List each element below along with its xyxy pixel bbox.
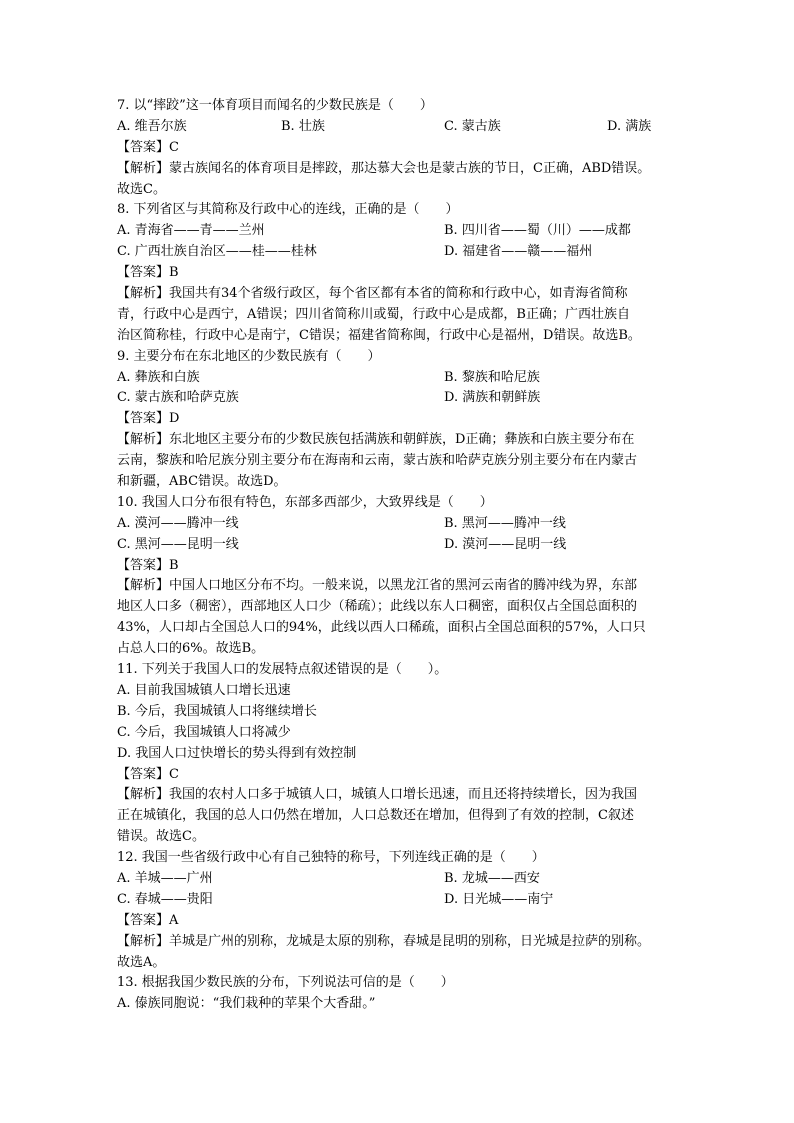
- answer: 【答案】A: [117, 912, 179, 928]
- analysis-line: 占总人口的6%。故选B。: [117, 641, 265, 657]
- analysis-line: 【解析】中国人口地区分布不均。一般来说，以黑龙江省的黑河云南省的腾冲线为界，东部: [117, 578, 638, 594]
- question-9: [117, 347, 683, 493]
- analysis-line: 【解析】羊城是广州的别称，龙城是太原的别称，春城是昆明的别称，日光城是拉萨的别称。: [117, 933, 651, 949]
- option-c: C. 春城——贵阳: [117, 891, 213, 907]
- options-row: [117, 117, 683, 138]
- option-c: C. 蒙古族: [444, 118, 501, 134]
- analysis-line: 正在城镇化，我国的总人口仍然在增加，人口总数还在增加，但得到了有效的控制，C叙述: [117, 808, 634, 824]
- option-b: B. 壮族: [281, 118, 325, 134]
- analysis-line: 43%，人口却占全国总人口的94%，此线以西人口稀疏，面积占全国总面积的57%，人口只: [117, 620, 646, 636]
- question-7: [117, 96, 683, 200]
- option-c: C. 今后，我国城镇人口将减少: [117, 724, 291, 740]
- options-row: [117, 388, 683, 409]
- analysis-line: 地区人口多（稠密），西部地区人口少（稀疏）；此线以东人口稠密，面积仅占全国总面积的: [117, 599, 638, 615]
- answer: 【答案】B: [117, 265, 179, 281]
- question-stem: 13. 根据我国少数民族的分布，下列说法可信的是（ ）: [117, 975, 454, 991]
- analysis-line: 【解析】蒙古族闻名的体育项目是摔跤，那达慕大会也是蒙古族的节日，C正确，ABD错误。: [117, 160, 651, 176]
- answer: 【答案】B: [117, 557, 179, 573]
- options-row: [117, 890, 683, 911]
- question-list: [117, 96, 683, 1015]
- analysis-line: 治区简称桂，行政中心是南宁，C错误；福建省简称闽，行政中心是福州，D错误。故选B。: [117, 327, 641, 343]
- question-10: [117, 493, 683, 660]
- analysis-line: 【解析】我国的农村人口多于城镇人口，城镇人口增长迅速，而且还将持续增长，因为我国: [117, 787, 638, 803]
- option-c: C. 蒙古族和哈萨克族: [117, 390, 239, 406]
- answer: 【答案】D: [117, 411, 180, 427]
- option-b: B. 龙城——西安: [444, 870, 540, 886]
- option-a: A. 漠河——腾冲一线: [117, 515, 239, 531]
- option-d: D. 我国人口过快增长的势头得到有效控制: [117, 745, 357, 761]
- options-row: [117, 221, 683, 242]
- option-b: B. 四川省——蜀（川）——成都: [444, 223, 631, 239]
- analysis-line: 故选A。: [117, 954, 166, 970]
- option-d: D. 福建省——赣——福州: [444, 244, 593, 260]
- question-stem: 7. 以“摔跤”这一体育项目而闻名的少数民族是（ ）: [117, 98, 433, 113]
- option-a: A. 羊城——广州: [117, 870, 213, 886]
- question-8: [117, 200, 683, 346]
- options-row: [117, 242, 683, 263]
- option-a: A. 彝族和白族: [117, 369, 200, 385]
- answer: 【答案】C: [117, 139, 179, 155]
- question-11: [117, 660, 683, 848]
- analysis-line: 故选C。: [117, 181, 166, 197]
- option-b: B. 今后，我国城镇人口将继续增长: [117, 703, 317, 719]
- question-stem: 12. 我国一些省级行政中心有自己独特的称号，下列连线正确的是（ ）: [117, 850, 545, 866]
- analysis-line: 青，行政中心是西宁，A错误；四川省简称川或蜀，行政中心是成都，B正确；广西壮族自: [117, 306, 630, 322]
- analysis-line: 错误。故选C。: [117, 829, 205, 845]
- analysis-line: 云南，黎族和哈尼族分别主要分布在海南和云南，蒙古族和哈萨克族分别主要分布在内蒙古: [117, 453, 638, 469]
- question-stem: 11. 下列关于我国人口的发展特点叙述错误的是（ ）。: [117, 662, 448, 678]
- options-row: [117, 514, 683, 535]
- option-b: B. 黎族和哈尼族: [444, 369, 540, 385]
- analysis-line: 【解析】东北地区主要分布的少数民族包括满族和朝鲜族，D正确；彝族和白族主要分布在: [117, 432, 635, 448]
- option-d: D. 漠河——昆明一线: [444, 536, 567, 552]
- options-row: [117, 368, 683, 389]
- option-c: C. 广西壮族自治区——桂——桂林: [117, 244, 317, 260]
- question-stem: 9. 主要分布在东北地区的少数民族有（ ）: [117, 348, 381, 364]
- option-d: D. 日光城——南宁: [444, 891, 554, 907]
- option-b: B. 黑河——腾冲一线: [444, 515, 566, 531]
- option-a: A. 目前我国城镇人口增长迅速: [117, 682, 291, 698]
- option-a: A. 青海省——青——兰州: [117, 223, 265, 239]
- answer: 【答案】C: [117, 766, 179, 782]
- option-d: D. 满族: [607, 118, 652, 134]
- question-stem: 8. 下列省区与其简称及行政中心的连线，正确的是（ ）: [117, 202, 459, 218]
- option-d: D. 满族和朝鲜族: [444, 390, 541, 406]
- question-13: [117, 973, 683, 1015]
- analysis-line: 【解析】我国共有34个省级行政区，每个省区都有本省的简称和行政中心，如青海省简称: [117, 286, 628, 302]
- options-row: [117, 535, 683, 556]
- options-row: [117, 869, 683, 890]
- analysis-line: 和新疆，ABC错误。故选D。: [117, 474, 287, 490]
- question-12: [117, 848, 683, 973]
- option-c: C. 黑河——昆明一线: [117, 536, 239, 552]
- option-a: A. 傣族同胞说：“我们栽种的苹果个大香甜。”: [117, 996, 376, 1012]
- option-a: A. 维吾尔族: [117, 118, 187, 134]
- question-stem: 10. 我国人口分布很有特色，东部多西部少，大致界线是（ ）: [117, 494, 493, 510]
